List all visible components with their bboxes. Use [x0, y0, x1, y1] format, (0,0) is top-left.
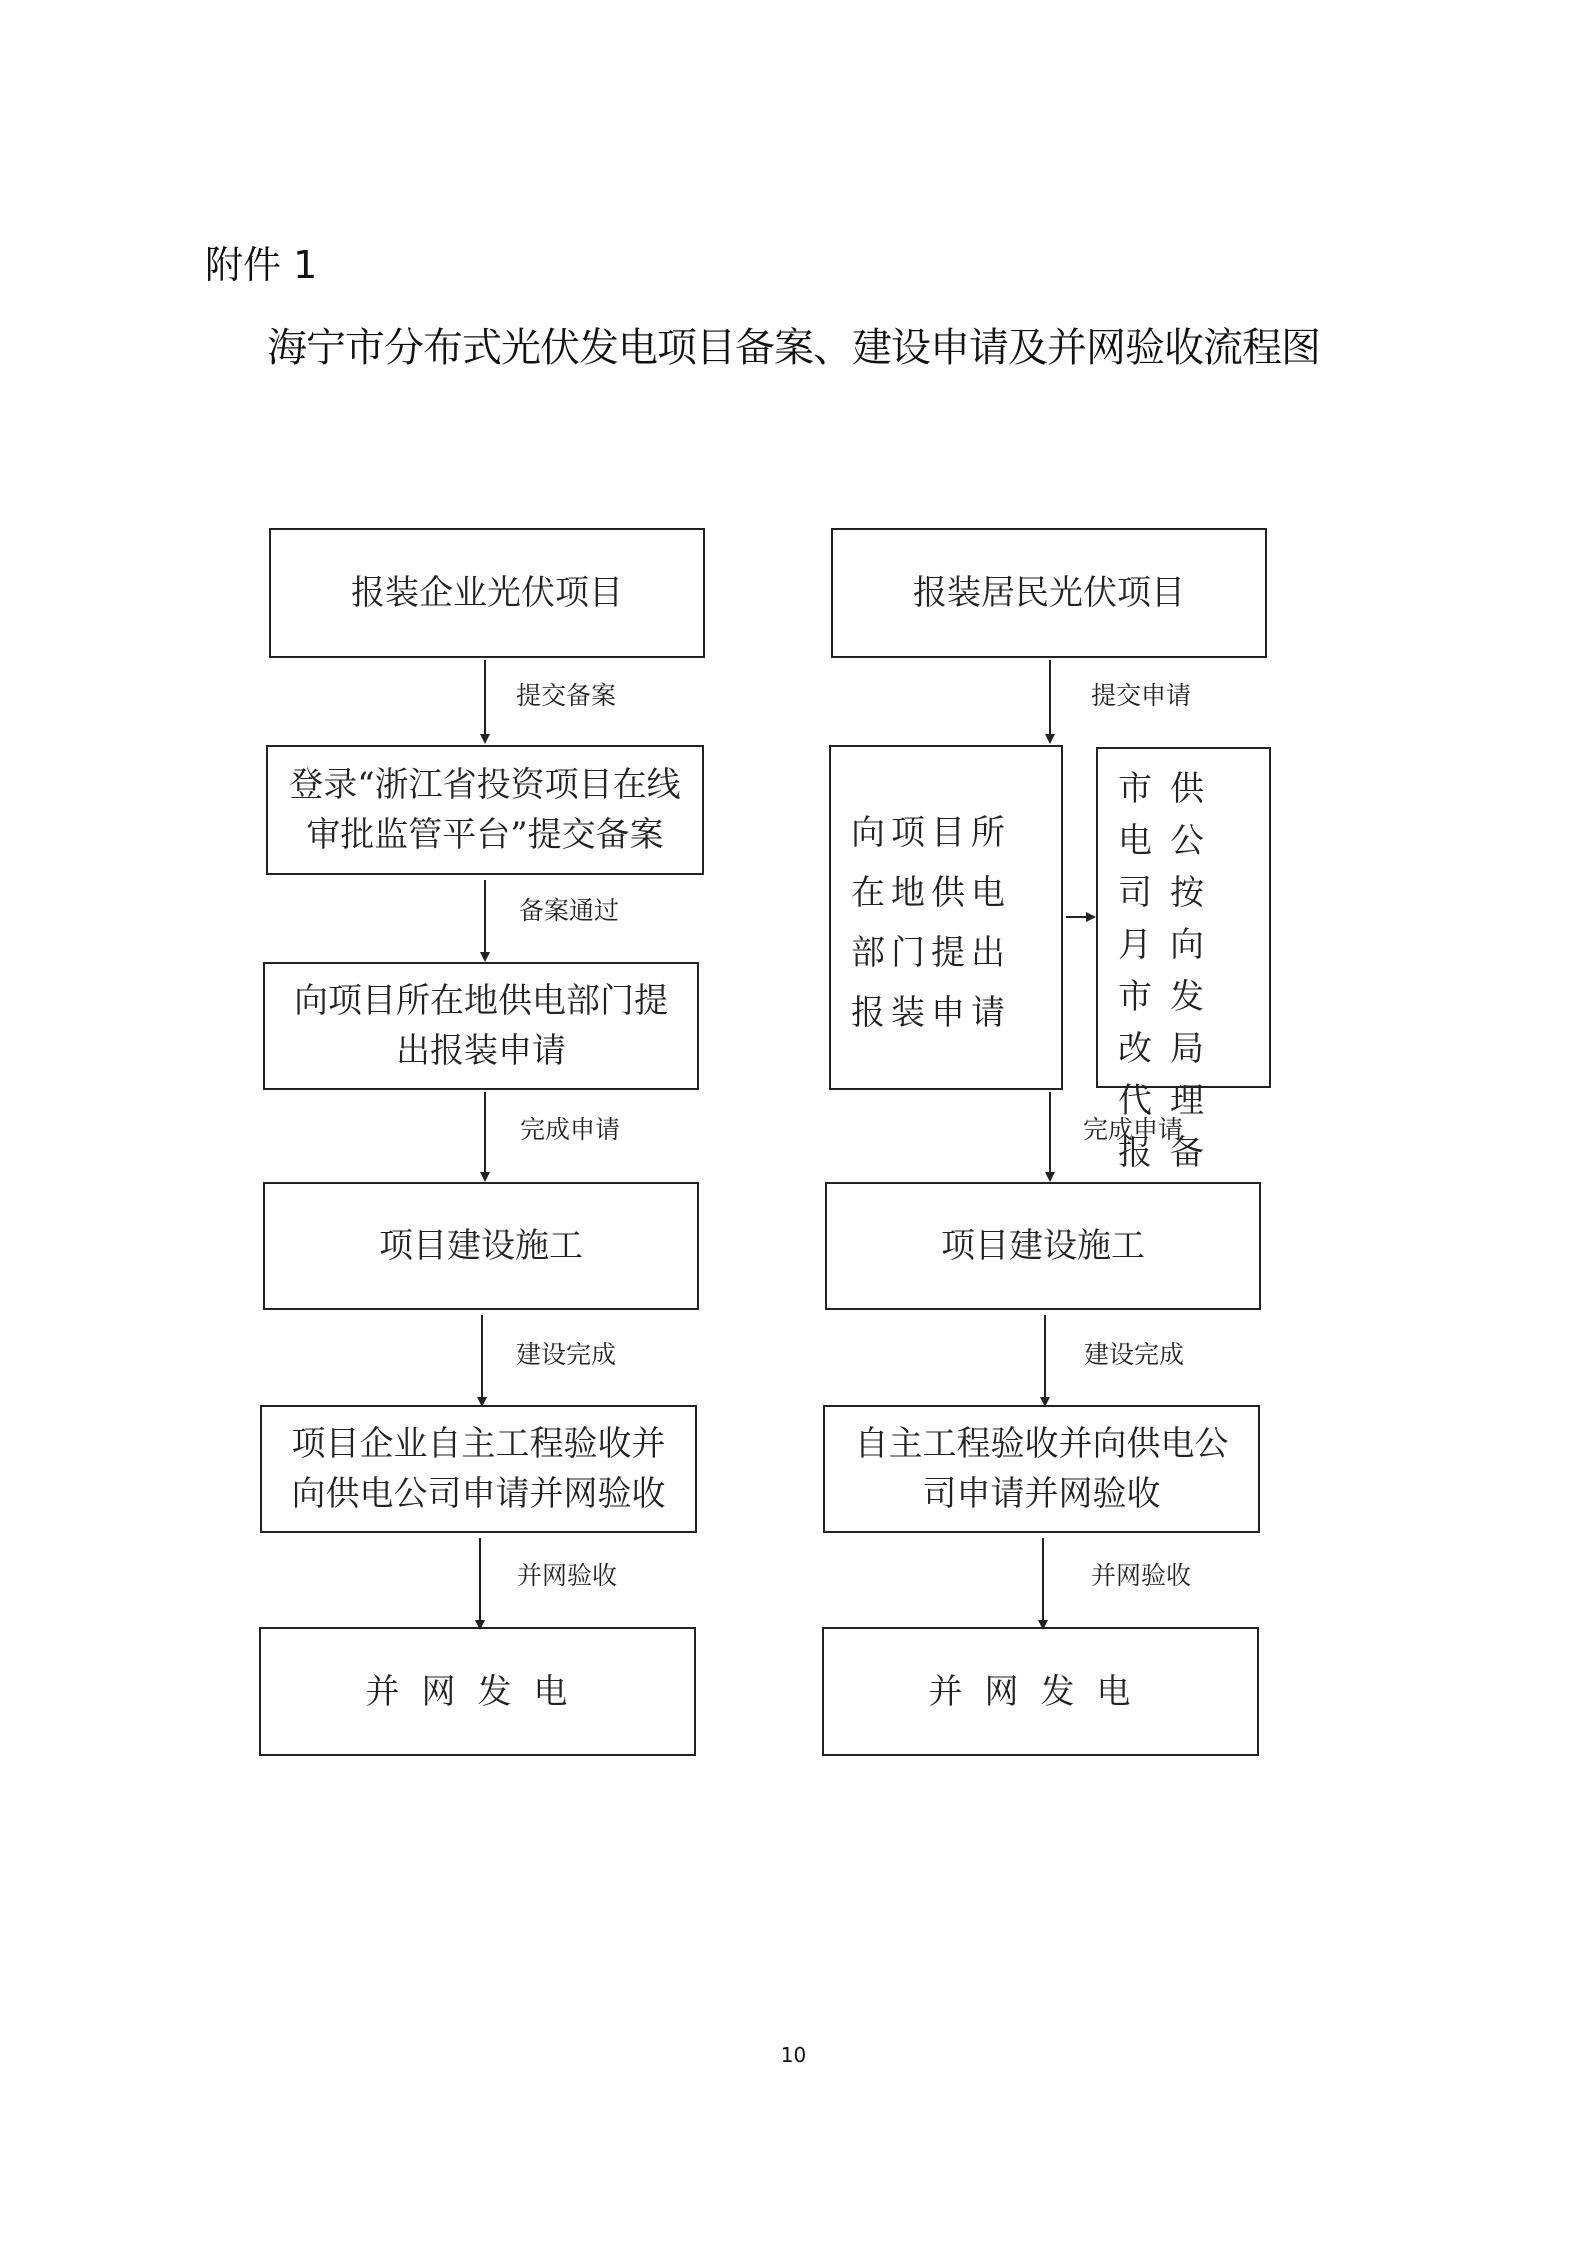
left-step2-label: 备案通过 [519, 896, 620, 925]
left-step5-label: 并网验收 [517, 1561, 618, 1590]
right-end-box: 并网发电 [822, 1627, 1259, 1756]
right-step2-box: 项目建设施工 [825, 1182, 1261, 1310]
right-step3-label: 建设完成 [1084, 1340, 1185, 1369]
page-title: 海宁市分布式光伏发电项目备案、建设申请及并网验收流程图 [267, 325, 1320, 371]
right-step2-label: 完成申请 [1083, 1115, 1184, 1144]
right-step1-main-box: 向项目所在地供电部门提出报装申请 [829, 745, 1063, 1090]
left-step1-box: 登录“浙江省投资项目在线审批监管平台”提交备案 [266, 745, 704, 875]
left-step2-box: 向项目所在地供电部门提出报装申请 [263, 962, 699, 1090]
left-step1-label: 提交备案 [516, 681, 617, 710]
left-end-box: 并网发电 [259, 1627, 696, 1756]
left-step3-box: 项目建设施工 [263, 1182, 699, 1310]
right-step1-label: 提交申请 [1091, 681, 1192, 710]
page-number: 10 [780, 2043, 807, 2067]
left-step3-label: 完成申请 [520, 1115, 621, 1144]
left-step4-label: 建设完成 [516, 1340, 617, 1369]
right-step1-side-box: 市供电公司按月向市发改局代理报备 [1096, 747, 1271, 1088]
right-step4-label: 并网验收 [1091, 1561, 1192, 1590]
left-start-box: 报装企业光伏项目 [269, 528, 705, 658]
attachment-label: 附件 1 [205, 243, 318, 287]
right-step3-box: 自主工程验收并向供电公司申请并网验收 [823, 1405, 1260, 1533]
left-step4-box: 项目企业自主工程验收并向供电公司申请并网验收 [260, 1405, 697, 1533]
right-start-box: 报装居民光伏项目 [831, 528, 1267, 658]
